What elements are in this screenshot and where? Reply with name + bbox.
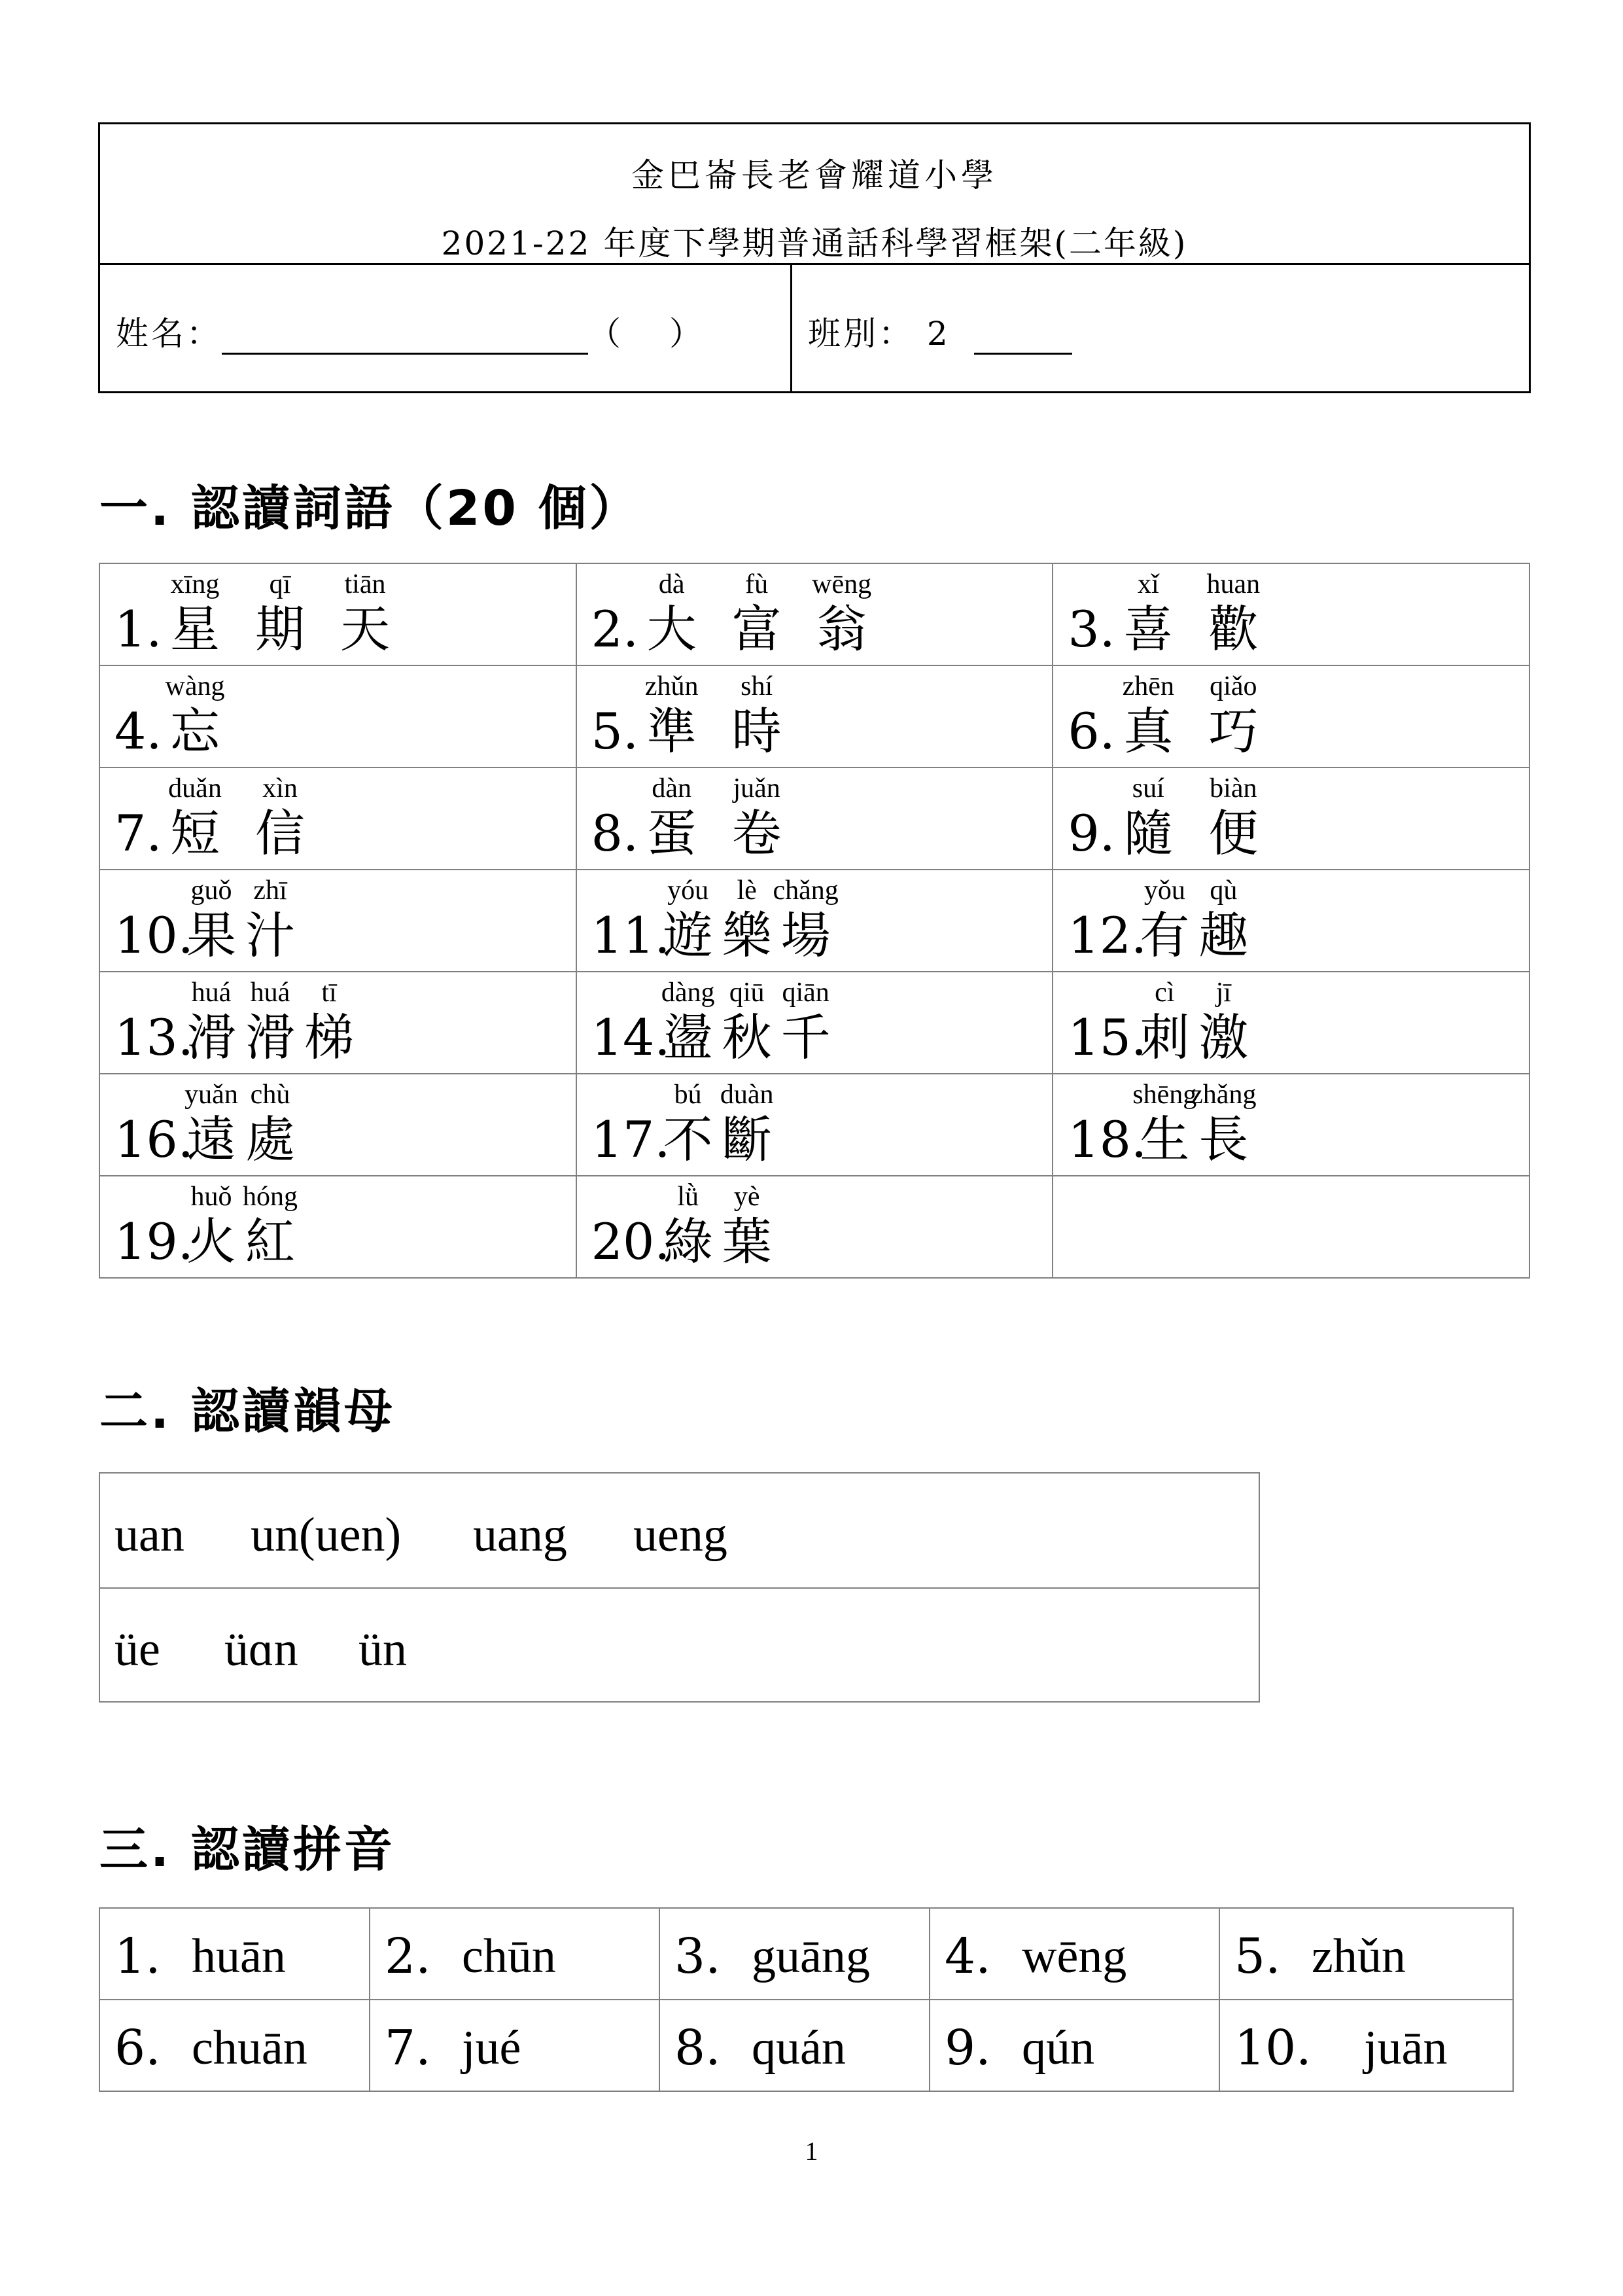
- pinyin-annotation: qiū: [729, 978, 765, 1008]
- vocabulary-cell: [576, 768, 1053, 870]
- chinese-character: 大: [646, 600, 697, 658]
- chinese-character: 滑: [245, 1008, 295, 1067]
- item-number: 13.: [114, 1008, 194, 1067]
- pinyin-annotation: shēng: [1132, 1080, 1197, 1110]
- chinese-character: 滑: [186, 1008, 236, 1067]
- chinese-character: 期: [255, 600, 305, 658]
- section3-title: 三. 認讀拼音: [99, 1822, 395, 1878]
- vocabulary-cell: [99, 870, 576, 972]
- chinese-character: 巧: [1208, 702, 1259, 760]
- chinese-character: 刺: [1140, 1008, 1190, 1067]
- name-line: [116, 308, 705, 355]
- item-number: 10.: [1234, 2020, 1312, 2076]
- pinyin-cell: [370, 2000, 659, 2091]
- pinyin-annotation: zhǎng: [1191, 1080, 1257, 1110]
- chinese-character: 趣: [1198, 906, 1249, 964]
- section1-title: 一. 認讀詞語（20 個）: [99, 480, 640, 537]
- chinese-character: 葉: [722, 1212, 772, 1271]
- name-label: 姓名：: [116, 315, 222, 353]
- name-blank[interactable]: [222, 324, 588, 355]
- class-value: 2: [926, 315, 951, 353]
- pinyin-cell: [99, 1908, 370, 2000]
- vocabulary-cell: [99, 563, 576, 665]
- pinyin-syllable: qún: [1022, 2021, 1094, 2075]
- final-item: üe: [114, 1623, 160, 1676]
- vocabulary-cell: [576, 1074, 1053, 1176]
- item-number: 8.: [591, 804, 639, 862]
- worksheet-subtitle: 2021-22 年度下學期普通話科學習框架(二年級): [441, 224, 1188, 262]
- item-number: 10.: [114, 906, 194, 964]
- pinyin-annotation: jī: [1215, 978, 1231, 1008]
- pinyin-annotation: dàng: [661, 978, 715, 1008]
- pinyin-annotation: wàng: [165, 671, 225, 701]
- pinyin-syllable: zhǔn: [1312, 1930, 1406, 1983]
- pinyin-annotation: yè: [733, 1182, 760, 1212]
- chinese-character: 場: [780, 906, 831, 964]
- pinyin-annotation: yóu: [667, 875, 709, 906]
- chinese-character: 汁: [245, 906, 295, 964]
- finals-row-2: [100, 1588, 1259, 1703]
- vocabulary-cell: [1053, 972, 1529, 1074]
- item-number: 15.: [1068, 1008, 1147, 1067]
- chinese-character: 不: [663, 1110, 713, 1169]
- vocabulary-cell: [99, 768, 576, 870]
- pinyin-syllable: guāng: [752, 1930, 870, 1983]
- item-number: 1.: [114, 600, 162, 658]
- item-number: 2.: [385, 1928, 431, 1985]
- vocabulary-cell: [1053, 1074, 1529, 1176]
- pinyin-annotation: wēng: [812, 569, 872, 599]
- pinyin-annotation: duàn: [720, 1080, 774, 1110]
- item-number: 18.: [1068, 1110, 1147, 1169]
- final-item: ueng: [633, 1508, 727, 1562]
- chinese-character: 翁: [816, 600, 867, 658]
- chinese-character: 便: [1208, 804, 1259, 862]
- pinyin-annotation: lǜ: [677, 1182, 699, 1212]
- header-column-divider: [790, 263, 792, 393]
- pinyin-annotation: huan: [1206, 569, 1261, 599]
- chinese-character: 富: [731, 600, 782, 658]
- chinese-character: 樂: [722, 906, 772, 964]
- item-number: 19.: [114, 1212, 194, 1271]
- pinyin-syllable: quán: [752, 2021, 846, 2075]
- chinese-character: 忘: [170, 702, 220, 760]
- item-number: 9.: [1068, 804, 1115, 862]
- pinyin-row: [99, 1908, 1513, 2000]
- pinyin-syllable: wēng: [1022, 1930, 1127, 1983]
- chinese-character: 梯: [304, 1008, 354, 1067]
- chinese-character: 遊: [663, 906, 713, 964]
- pinyin-annotation: shí: [741, 671, 773, 701]
- class-number-paren-open: （: [588, 315, 623, 353]
- vocabulary-row: [99, 563, 1529, 665]
- pinyin-cell: [659, 1908, 930, 2000]
- item-number: 4.: [114, 702, 162, 760]
- pinyin-syllable: huān: [192, 1930, 286, 1983]
- pinyin-cell: [930, 2000, 1219, 2091]
- pinyin-annotation: biàn: [1210, 773, 1257, 804]
- school-name: 金巴崙長老會耀道小學: [631, 156, 998, 194]
- item-number: 7.: [385, 2020, 431, 2076]
- item-number: 16.: [114, 1110, 194, 1169]
- vocabulary-row: [99, 972, 1529, 1074]
- item-number: 2.: [591, 600, 639, 658]
- chinese-character: 秋: [722, 1008, 772, 1067]
- chinese-character: 長: [1198, 1110, 1249, 1169]
- pinyin-cell: [930, 1908, 1219, 2000]
- pinyin-annotation: qiǎo: [1210, 671, 1257, 701]
- pinyin-row: [99, 2000, 1513, 2091]
- vocabulary-cell: [1053, 1176, 1529, 1278]
- pinyin-annotation: xìn: [262, 773, 298, 804]
- section2-title: 二. 認讀韻母: [99, 1383, 395, 1439]
- class-line: [808, 308, 1072, 355]
- vocabulary-cell: [99, 1074, 576, 1176]
- pinyin-annotation: lè: [737, 875, 757, 906]
- chinese-character: 千: [780, 1008, 831, 1067]
- chinese-character: 激: [1198, 1008, 1249, 1067]
- pinyin-annotation: tiān: [344, 569, 386, 599]
- vocabulary-row: [99, 1176, 1529, 1278]
- pinyin-annotation: tī: [321, 978, 337, 1008]
- vocabulary-row: [99, 1074, 1529, 1176]
- item-number: 17.: [591, 1110, 671, 1169]
- chinese-character: 有: [1140, 906, 1190, 964]
- item-number: 14.: [591, 1008, 671, 1067]
- vocabulary-cell: [576, 665, 1053, 768]
- pinyin-annotation: bú: [674, 1080, 702, 1110]
- pinyin-annotation: huá: [191, 978, 232, 1008]
- chinese-character: 歡: [1208, 600, 1259, 658]
- item-number: 9.: [945, 2020, 991, 2076]
- pinyin-annotation: guǒ: [190, 875, 232, 906]
- pinyin-syllable: chūn: [462, 1930, 556, 1983]
- item-number: 8.: [674, 2020, 721, 2076]
- vocabulary-row: [99, 665, 1529, 768]
- pinyin-annotation: suí: [1132, 773, 1164, 804]
- class-number-paren-close: ）: [669, 315, 705, 353]
- item-number: 3.: [674, 1928, 721, 1985]
- item-number: 3.: [1068, 600, 1115, 658]
- pinyin-annotation: chù: [250, 1080, 290, 1110]
- chinese-character: 卷: [731, 804, 782, 862]
- item-number: 7.: [114, 804, 162, 862]
- chinese-character: 短: [170, 804, 220, 862]
- item-number: 11.: [591, 906, 671, 964]
- pinyin-annotation: zhēn: [1122, 671, 1174, 701]
- header-divider: [100, 263, 1529, 265]
- finals-row-1: [100, 1474, 1259, 1588]
- chinese-character: 果: [186, 906, 236, 964]
- final-item: üɑn: [224, 1623, 298, 1676]
- vocabulary-cell: [576, 870, 1053, 972]
- chinese-character: 天: [340, 600, 390, 658]
- chinese-character: 真: [1123, 702, 1174, 760]
- chinese-character: 紅: [245, 1212, 295, 1271]
- pinyin-annotation: huá: [250, 978, 290, 1008]
- chinese-character: 遠: [186, 1110, 236, 1169]
- final-item: uan: [114, 1508, 184, 1562]
- pinyin-annotation: huǒ: [190, 1182, 232, 1212]
- item-number: 6.: [114, 2020, 161, 2076]
- chinese-character: 蛋: [646, 804, 697, 862]
- chinese-character: 時: [731, 702, 782, 760]
- pinyin-annotation: chǎng: [773, 875, 839, 906]
- pinyin-cell: [99, 2000, 370, 2091]
- vocabulary-cell: [1053, 563, 1529, 665]
- chinese-character: 綠: [663, 1212, 713, 1271]
- chinese-character: 隨: [1123, 804, 1174, 862]
- pinyin-annotation: qiān: [782, 978, 829, 1008]
- pinyin-syllable: chuān: [192, 2021, 307, 2075]
- chinese-character: 喜: [1123, 600, 1174, 658]
- pinyin-annotation: qī: [269, 569, 291, 599]
- pinyin-annotation: cì: [1155, 978, 1175, 1008]
- pinyin-annotation: yǒu: [1143, 875, 1185, 906]
- vocabulary-cell: [576, 563, 1053, 665]
- class-label: 班別：: [808, 315, 914, 353]
- final-item: ün: [358, 1623, 407, 1676]
- vocabulary-cell: [576, 972, 1053, 1074]
- vocabulary-cell: [1053, 768, 1529, 870]
- pinyin-annotation: yuǎn: [184, 1080, 238, 1110]
- vocabulary-cell: [576, 1176, 1053, 1278]
- chinese-character: 生: [1140, 1110, 1190, 1169]
- pinyin-cell: [659, 2000, 930, 2091]
- vocabulary-cell: [99, 1176, 576, 1278]
- item-number: 20.: [591, 1212, 671, 1271]
- worksheet-header: [98, 122, 1531, 393]
- item-number: 5.: [1234, 1928, 1281, 1985]
- pinyin-annotation: fù: [745, 569, 769, 599]
- pinyin-cell: [370, 1908, 659, 2000]
- final-item: uang: [473, 1508, 567, 1562]
- pinyin-table: [99, 1907, 1514, 2092]
- pinyin-annotation: duǎn: [168, 773, 222, 804]
- chinese-character: 星: [170, 600, 220, 658]
- pinyin-annotation: qù: [1210, 875, 1238, 906]
- pinyin-annotation: zhǔn: [644, 671, 699, 701]
- vocabulary-row: [99, 870, 1529, 972]
- class-blank[interactable]: [974, 324, 1072, 355]
- item-number: 5.: [591, 702, 639, 760]
- pinyin-annotation: hóng: [243, 1182, 298, 1212]
- vocabulary-cell: [1053, 665, 1529, 768]
- chinese-character: 準: [646, 702, 697, 760]
- chinese-character: 處: [245, 1110, 295, 1169]
- vocabulary-row: [99, 768, 1529, 870]
- pinyin-annotation: xīng: [170, 569, 220, 599]
- page-number: 1: [805, 2136, 818, 2166]
- pinyin-annotation: xǐ: [1137, 569, 1159, 599]
- chinese-character: 火: [186, 1212, 236, 1271]
- pinyin-annotation: juǎn: [733, 773, 780, 804]
- pinyin-syllable: juān: [1364, 2021, 1448, 2075]
- item-number: 4.: [945, 1928, 991, 1985]
- chinese-character: 信: [255, 804, 305, 862]
- pinyin-annotation: dàn: [652, 773, 691, 804]
- pinyin-cell: [1219, 1908, 1513, 2000]
- vocabulary-cell: [1053, 870, 1529, 972]
- vocabulary-cell: [99, 665, 576, 768]
- final-item: un(uen): [251, 1508, 402, 1562]
- item-number: 12.: [1068, 906, 1147, 964]
- chinese-character: 斷: [722, 1110, 772, 1169]
- item-number: 1.: [114, 1928, 161, 1985]
- vocabulary-cell: [99, 972, 576, 1074]
- pinyin-annotation: zhī: [253, 875, 287, 906]
- item-number: 6.: [1068, 702, 1115, 760]
- chinese-character: 盪: [663, 1008, 713, 1067]
- pinyin-annotation: dà: [658, 569, 685, 599]
- pinyin-cell: [1219, 2000, 1513, 2091]
- pinyin-syllable: jué: [462, 2021, 521, 2075]
- vocabulary-table: [99, 563, 1530, 1279]
- finals-table: [99, 1472, 1260, 1703]
